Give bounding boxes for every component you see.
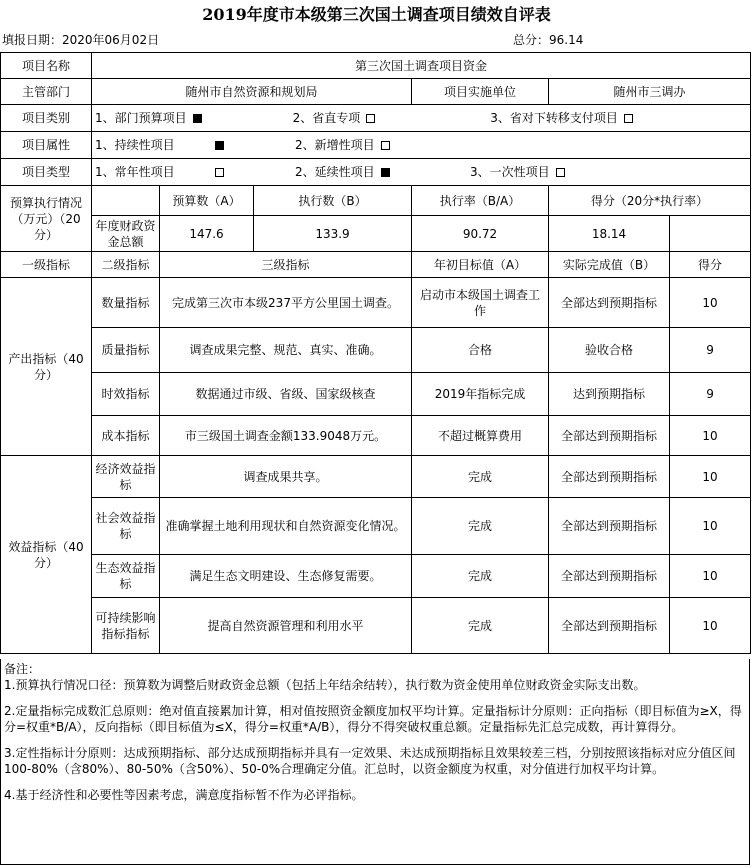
budget-label: 预算执行情况（万元）（20分） — [1, 186, 92, 252]
fill-date: 填报日期：2020年06月02日 — [2, 33, 160, 47]
indicator-actual: 全部达到预期指标 — [549, 278, 670, 328]
option-label: 3、省对下转移支付项目 — [490, 111, 618, 125]
project-name-label: 项目名称 — [1, 53, 92, 79]
checkbox-checked-icon[interactable] — [193, 114, 202, 123]
indicator-score: 9 — [670, 373, 751, 416]
rate-value: 90.72 — [412, 216, 549, 252]
option-label: 2、延续性项目 — [295, 165, 375, 179]
option-label: 1、持续性项目 — [95, 138, 175, 152]
indicator-l2: 可持续影响指标指标 — [92, 598, 160, 654]
indicator-l3: 完成第三次市本级237平方公里国土调查。 — [160, 278, 412, 328]
row-dept — [1, 79, 751, 105]
header-l3: 三级指标 — [160, 252, 412, 278]
indicator-actual: 全部达到预期指标 — [549, 598, 670, 654]
indicator-actual: 全部达到预期指标 — [549, 555, 670, 598]
type-option-1[interactable] — [95, 164, 295, 180]
dept-label: 主管部门 — [1, 79, 92, 105]
exec-value: 133.9 — [254, 216, 412, 252]
indicator-actual: 全部达到预期指标 — [549, 498, 670, 555]
dept-value: 随州市自然资源和规划局 — [92, 79, 412, 105]
table-row — [1, 456, 751, 498]
table-row — [1, 278, 751, 328]
type-options — [92, 159, 751, 186]
row-budget-values — [1, 216, 751, 252]
header-target: 年初目标值（A） — [412, 252, 549, 278]
type-option-2[interactable] — [295, 164, 470, 180]
category-option-3[interactable] — [490, 110, 747, 126]
indicator-score: 10 — [670, 416, 751, 456]
table-row — [1, 498, 751, 555]
option-label: 1、部门预算项目 — [95, 111, 187, 125]
indicator-l3: 调查成果完整、规范、真实、准确。 — [160, 328, 412, 373]
indicator-score: 10 — [670, 278, 751, 328]
benefit-group-label: 效益指标（40分） — [1, 456, 92, 654]
category-options — [92, 105, 751, 132]
indicator-l3: 满足生态文明建设、生态修复需要。 — [160, 555, 412, 598]
budget-row-label: 年度财政资金总额 — [92, 216, 160, 252]
indicator-target: 完成 — [412, 498, 549, 555]
indicator-l2: 生态效益指标 — [92, 555, 160, 598]
indicator-actual: 全部达到预期指标 — [549, 456, 670, 498]
score-value: 18.14 — [549, 216, 670, 252]
indicator-target: 完成 — [412, 456, 549, 498]
impl-value: 随州市三调办 — [549, 79, 751, 105]
indicator-l3: 调查成果共享。 — [160, 456, 412, 498]
table-row — [1, 555, 751, 598]
budget-value: 147.6 — [160, 216, 254, 252]
attribute-label: 项目属性 — [1, 132, 92, 159]
project-name-value: 第三次国土调查项目资金 — [92, 53, 751, 79]
checkbox-checked-icon[interactable] — [381, 168, 390, 177]
indicator-l2: 数量指标 — [92, 278, 160, 328]
indicator-score: 9 — [670, 328, 751, 373]
budget-col-score: 得分（20分*执行率） — [549, 186, 751, 216]
indicator-target: 不超过概算费用 — [412, 416, 549, 456]
indicator-target: 启动市本级国土调查工作 — [412, 278, 549, 328]
indicator-score: 10 — [670, 498, 751, 555]
checkbox-checked-icon[interactable] — [215, 141, 224, 150]
category-label: 项目类别 — [1, 105, 92, 132]
table-row — [1, 598, 751, 654]
category-option-1[interactable] — [95, 110, 293, 126]
row-project-name — [1, 53, 751, 79]
checkbox-unchecked-icon[interactable] — [624, 114, 633, 123]
score-blank — [670, 216, 751, 252]
checkbox-unchecked-icon[interactable] — [366, 114, 375, 123]
option-label: 2、新增性项目 — [295, 138, 375, 152]
indicator-actual: 全部达到预期指标 — [549, 416, 670, 456]
note-3: 3.定性指标计分原则：达成预期指标、部分达成预期指标并具有一定效果、未达成预期指标且效果较差三档，分别按照该指标对应分值区间100-80%（含80%）、80-50%（含50%）、50-0%合理确定分值。汇总时，以资金额度为权重，对分值进行加权平均计算。 — [4, 746, 736, 776]
attribute-option-2[interactable] — [295, 137, 747, 153]
note-4: 4.基于经济性和必要性等因素考虑，满意度指标暂不作为必评指标。 — [4, 788, 364, 802]
output-group-label: 产出指标（40分） — [1, 278, 92, 456]
attribute-option-1[interactable] — [95, 137, 295, 153]
option-label: 1、常年性项目 — [95, 165, 175, 179]
notes-section — [0, 659, 750, 865]
indicator-actual: 验收合格 — [549, 328, 670, 373]
indicator-target: 完成 — [412, 555, 549, 598]
indicator-target: 完成 — [412, 598, 549, 654]
indicator-l2: 成本指标 — [92, 416, 160, 456]
checkbox-unchecked-icon[interactable] — [556, 168, 565, 177]
option-label: 3、一次性项目 — [470, 165, 550, 179]
notes-heading: 备注： — [4, 662, 41, 676]
row-attribute — [1, 132, 751, 159]
budget-col-a: 预算数（A） — [160, 186, 254, 216]
row-budget-header — [1, 186, 751, 216]
indicator-score: 10 — [670, 555, 751, 598]
indicator-score: 10 — [670, 456, 751, 498]
row-type — [1, 159, 751, 186]
table-row — [1, 373, 751, 416]
indicator-l3: 准确掌握土地利用现状和自然资源变化情况。 — [160, 498, 412, 555]
option-label: 2、省直专项 — [292, 111, 361, 125]
type-option-3[interactable] — [470, 164, 747, 180]
indicator-target: 2019年指标完成 — [412, 373, 549, 416]
indicator-l3: 提高自然资源管理和利用水平 — [160, 598, 412, 654]
indicator-target: 合格 — [412, 328, 549, 373]
indicator-score: 10 — [670, 598, 751, 654]
checkbox-unchecked-icon[interactable] — [381, 141, 390, 150]
indicator-actual: 达到预期指标 — [549, 373, 670, 416]
indicator-l3: 数据通过市级、省级、国家级核查 — [160, 373, 412, 416]
header-l2: 二级指标 — [92, 252, 160, 278]
budget-col-b: 执行数（B） — [254, 186, 412, 216]
type-label: 项目类型 — [1, 159, 92, 186]
budget-col-rate: 执行率（B/A） — [412, 186, 549, 216]
impl-label: 项目实施单位 — [412, 79, 549, 105]
page-title: 2019年度市本级第三次国土调查项目绩效自评表 — [202, 5, 551, 24]
indicator-l2: 质量指标 — [92, 328, 160, 373]
indicator-l3: 市三级国土调查金额133.9048万元。 — [160, 416, 412, 456]
total-score: 总分：96.14 — [513, 33, 584, 47]
budget-blank — [92, 186, 160, 216]
evaluation-table — [0, 52, 751, 654]
table-row — [1, 328, 751, 373]
header-score: 得分 — [670, 252, 751, 278]
indicator-l2: 社会效益指标 — [92, 498, 160, 555]
note-1: 1.预算执行情况口径：预算数为调整后财政资金总额（包括上年结余结转），执行数为资金使用单位财政资金实际支出数。 — [4, 678, 646, 692]
header-l1: 一级指标 — [1, 252, 92, 278]
row-category — [1, 105, 751, 132]
header-actual: 实际完成值（B） — [549, 252, 670, 278]
indicator-l2: 经济效益指标 — [92, 456, 160, 498]
table-row — [1, 416, 751, 456]
row-indicator-header — [1, 252, 751, 278]
note-2: 2.定量指标完成数汇总原则：绝对值直接累加计算，相对值按照资金额度加权平均计算。定量指标计分原则：正向指标（即目标值为≥X，得分=权重*B/A），反向指标（即目标值为≤X，得分=权重*A/B），得分不得突破权重总额。定量指标先汇总完成数，再计算得分。 — [4, 704, 742, 734]
checkbox-unchecked-icon[interactable] — [215, 168, 224, 177]
attribute-options — [92, 132, 751, 159]
category-option-2[interactable] — [293, 110, 491, 126]
indicator-l2: 时效指标 — [92, 373, 160, 416]
